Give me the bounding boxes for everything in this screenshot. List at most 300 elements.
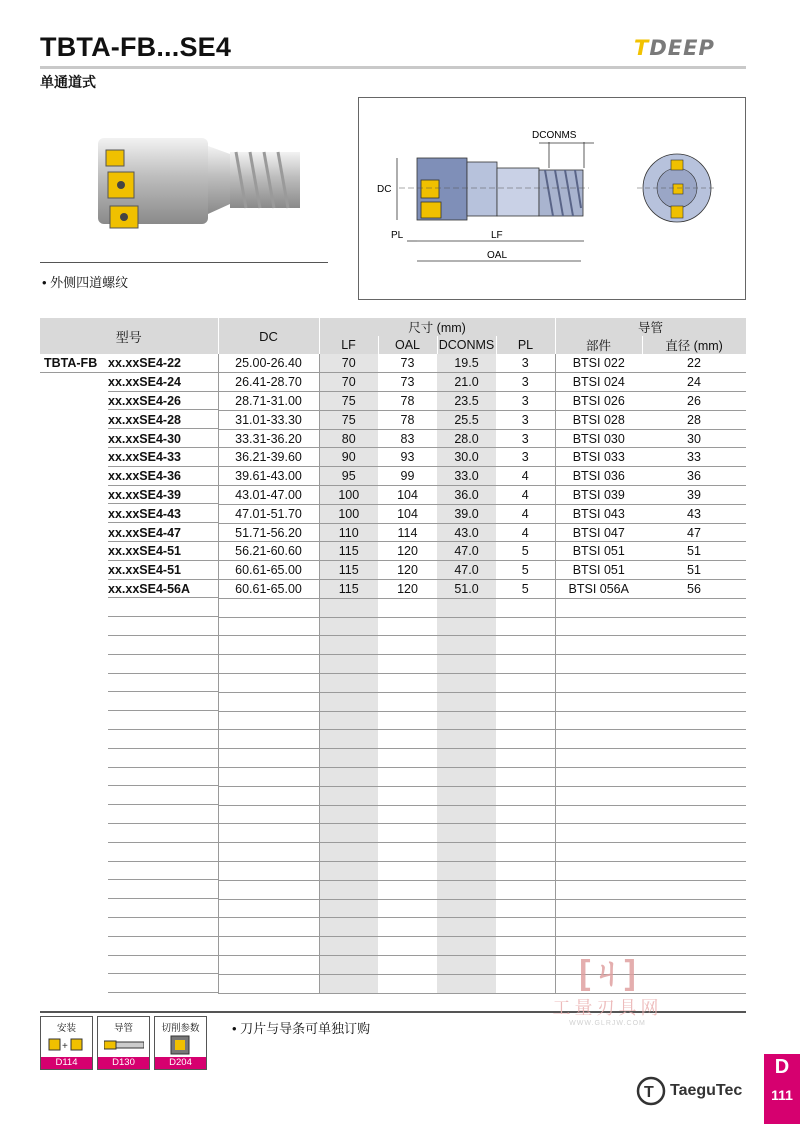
empty-cell (642, 918, 746, 937)
photo-divider (40, 262, 328, 263)
empty-cell (40, 692, 218, 711)
empty-table-row (40, 636, 746, 655)
cell-dc: 36.21-39.60 (218, 448, 319, 467)
table-row (40, 504, 746, 523)
empty-table-row (40, 711, 746, 730)
cell-pl: 5 (496, 542, 555, 561)
empty-cell (378, 598, 437, 617)
cell-oal: 83 (378, 429, 437, 448)
empty-cell (218, 899, 319, 918)
empty-cell (437, 899, 496, 918)
empty-cell (378, 636, 437, 655)
empty-cell (496, 824, 555, 843)
cell-model (40, 410, 218, 429)
cell-dc: 28.71-31.00 (218, 392, 319, 411)
empty-cell (40, 824, 218, 843)
guide-pipe-icon (104, 1035, 144, 1055)
empty-cell (378, 843, 437, 862)
empty-cell (319, 918, 378, 937)
empty-cell (642, 899, 746, 918)
empty-cell (437, 786, 496, 805)
cell-part: BTSI 030 (555, 429, 642, 448)
cell-model (40, 523, 218, 542)
empty-cell (40, 880, 218, 899)
empty-cell (555, 730, 642, 749)
empty-table-row (40, 617, 746, 636)
cell-lf: 75 (319, 410, 378, 429)
page-subtitle: 单通道式 (40, 74, 96, 90)
empty-cell (642, 692, 746, 711)
empty-cell (319, 937, 378, 956)
empty-cell (319, 843, 378, 862)
mounting-reference[interactable]: 安装 + D114 (40, 1016, 93, 1070)
order-note: • 刀片与导条可单独订购 (232, 1021, 371, 1036)
cell-lf: 70 (319, 354, 378, 373)
taegutec-logo-icon (636, 1076, 666, 1106)
empty-cell (437, 824, 496, 843)
empty-cell (437, 711, 496, 730)
cell-part: BTSI 051 (555, 542, 642, 561)
empty-cell (40, 674, 218, 693)
cell-lf: 80 (319, 429, 378, 448)
cell-pl: 4 (496, 486, 555, 505)
empty-cell (555, 880, 642, 899)
cell-diameter: 56 (642, 580, 746, 599)
cell-dconms: 47.0 (437, 542, 496, 561)
empty-cell (555, 843, 642, 862)
empty-table-row (40, 824, 746, 843)
empty-table-row (40, 918, 746, 937)
model-code: xx.xxSE4-30 (108, 431, 181, 446)
empty-cell (378, 805, 437, 824)
header-model: 型号 (40, 318, 218, 354)
empty-cell (218, 805, 319, 824)
model-code: xx.xxSE4-26 (108, 393, 181, 408)
cell-model (40, 542, 218, 561)
header-dimensions: 尺寸 (mm) (319, 318, 555, 336)
cell-dc: 33.31-36.20 (218, 429, 319, 448)
cell-model (40, 580, 218, 599)
cell-dconms: 30.0 (437, 448, 496, 467)
cell-part: BTSI 024 (555, 373, 642, 392)
empty-cell (437, 636, 496, 655)
empty-cell (642, 674, 746, 693)
cell-diameter: 30 (642, 429, 746, 448)
empty-table-row (40, 880, 746, 899)
cell-lf: 115 (319, 580, 378, 599)
empty-cell (496, 711, 555, 730)
empty-cell (437, 918, 496, 937)
empty-cell (40, 730, 218, 749)
watermark-logo-icon: [ㄐ] (579, 954, 636, 992)
cell-dc: 43.01-47.00 (218, 486, 319, 505)
cell-dc: 56.21-60.60 (218, 542, 319, 561)
empty-cell (555, 617, 642, 636)
empty-cell (319, 617, 378, 636)
cell-part: BTSI 051 (555, 561, 642, 580)
cell-part: BTSI 039 (555, 486, 642, 505)
empty-cell (555, 711, 642, 730)
empty-cell (378, 937, 437, 956)
table-row (40, 580, 746, 599)
model-code: xx.xxSE4-39 (108, 487, 181, 502)
section-tab: D 111 (764, 1054, 800, 1124)
cell-lf: 70 (319, 373, 378, 392)
table-row (40, 486, 746, 505)
cutting-data-icon (161, 1035, 201, 1055)
cell-oal: 78 (378, 410, 437, 429)
empty-cell (218, 862, 319, 881)
empty-cell (642, 598, 746, 617)
empty-cell (642, 617, 746, 636)
empty-cell (437, 749, 496, 768)
cell-oal: 93 (378, 448, 437, 467)
empty-cell (555, 786, 642, 805)
empty-cell (378, 674, 437, 693)
page-title: TBTA-FB...SE4 (40, 32, 232, 62)
oal-label: OAL (487, 250, 508, 261)
empty-cell (319, 598, 378, 617)
empty-cell (496, 843, 555, 862)
cell-dc: 51.71-56.20 (218, 523, 319, 542)
cell-model (40, 448, 218, 467)
empty-table-row (40, 805, 746, 824)
technical-drawing (358, 97, 746, 300)
empty-cell (496, 880, 555, 899)
empty-cell (40, 768, 218, 787)
cell-lf: 110 (319, 523, 378, 542)
empty-cell (642, 749, 746, 768)
empty-cell (496, 674, 555, 693)
cell-dconms: 25.5 (437, 410, 496, 429)
empty-cell (555, 674, 642, 693)
cell-lf: 115 (319, 542, 378, 561)
empty-cell (555, 598, 642, 617)
empty-cell (40, 843, 218, 862)
cell-dc: 60.61-65.00 (218, 561, 319, 580)
empty-cell (218, 692, 319, 711)
empty-cell (40, 655, 218, 674)
cell-part: BTSI 043 (555, 504, 642, 523)
cell-lf: 115 (319, 561, 378, 580)
cell-lf: 95 (319, 467, 378, 486)
empty-cell (378, 730, 437, 749)
cell-model (40, 486, 218, 505)
svg-text:+: + (62, 1041, 68, 1052)
model-prefix: TBTA-FB (44, 356, 98, 371)
empty-cell (642, 655, 746, 674)
empty-cell (218, 636, 319, 655)
table-row (40, 354, 746, 373)
empty-cell (642, 711, 746, 730)
cell-pl: 4 (496, 523, 555, 542)
empty-table-row (40, 768, 746, 787)
table-row (40, 542, 746, 561)
empty-cell (378, 786, 437, 805)
empty-cell (319, 655, 378, 674)
empty-cell (218, 824, 319, 843)
empty-cell (496, 655, 555, 674)
header-lf: LF (319, 336, 378, 354)
empty-cell (40, 786, 218, 805)
empty-cell (319, 674, 378, 693)
cell-dconms: 33.0 (437, 467, 496, 486)
cell-diameter: 22 (642, 354, 746, 373)
empty-cell (319, 824, 378, 843)
empty-cell (555, 749, 642, 768)
empty-cell (555, 862, 642, 881)
empty-cell (378, 862, 437, 881)
empty-cell (319, 862, 378, 881)
empty-table-row (40, 674, 746, 693)
cell-dc: 26.41-28.70 (218, 373, 319, 392)
table-row (40, 561, 746, 580)
empty-cell (218, 655, 319, 674)
empty-cell (218, 674, 319, 693)
header-part: 部件 (555, 336, 642, 354)
model-code: xx.xxSE4-28 (108, 412, 181, 427)
empty-cell (642, 824, 746, 843)
empty-cell (555, 899, 642, 918)
empty-cell (378, 655, 437, 674)
empty-cell (555, 692, 642, 711)
cutting-data-reference[interactable]: 切削参数 D204 (154, 1016, 207, 1070)
empty-cell (40, 918, 218, 937)
empty-cell (496, 918, 555, 937)
empty-cell (496, 786, 555, 805)
table-row (40, 373, 746, 392)
empty-cell (218, 937, 319, 956)
empty-cell (40, 862, 218, 881)
cell-lf: 100 (319, 486, 378, 505)
cell-diameter: 51 (642, 542, 746, 561)
empty-cell (319, 974, 378, 993)
empty-cell (40, 617, 218, 636)
empty-cell (496, 749, 555, 768)
empty-cell (218, 918, 319, 937)
cell-part: BTSI 028 (555, 410, 642, 429)
empty-cell (40, 899, 218, 918)
insert-mount-icon (47, 1035, 87, 1055)
empty-cell (496, 899, 555, 918)
empty-cell (40, 711, 218, 730)
empty-cell (378, 899, 437, 918)
empty-cell (437, 974, 496, 993)
cell-oal: 114 (378, 523, 437, 542)
cell-dconms: 39.0 (437, 504, 496, 523)
cell-dconms: 21.0 (437, 373, 496, 392)
empty-cell (642, 843, 746, 862)
cell-dc: 25.00-26.40 (218, 354, 319, 373)
guide-pipe-reference[interactable]: 导管 D130 (97, 1016, 150, 1070)
empty-cell (319, 805, 378, 824)
cell-part: BTSI 056A (555, 580, 642, 599)
empty-cell (496, 805, 555, 824)
table-row (40, 467, 746, 486)
empty-cell (496, 862, 555, 881)
empty-cell (496, 636, 555, 655)
cell-model (40, 561, 218, 580)
cell-pl: 3 (496, 392, 555, 411)
empty-cell (218, 956, 319, 975)
empty-cell (218, 786, 319, 805)
cell-oal: 104 (378, 486, 437, 505)
empty-cell (40, 974, 218, 993)
cell-dconms: 28.0 (437, 429, 496, 448)
empty-cell (437, 655, 496, 674)
empty-cell (378, 918, 437, 937)
model-code: xx.xxSE4-24 (108, 375, 181, 390)
table-row (40, 410, 746, 429)
empty-cell (378, 711, 437, 730)
table-row (40, 448, 746, 467)
empty-cell (378, 617, 437, 636)
table-row (40, 523, 746, 542)
model-code: xx.xxSE4-43 (108, 506, 181, 521)
empty-cell (642, 730, 746, 749)
empty-cell (218, 617, 319, 636)
cell-diameter: 28 (642, 410, 746, 429)
cell-oal: 73 (378, 354, 437, 373)
empty-cell (40, 805, 218, 824)
empty-cell (218, 730, 319, 749)
dc-label: DC (377, 184, 392, 195)
cell-oal: 104 (378, 504, 437, 523)
cell-dconms: 51.0 (437, 580, 496, 599)
dconms-label: DCONMS (532, 130, 577, 141)
empty-cell (437, 674, 496, 693)
cell-lf: 75 (319, 392, 378, 411)
cell-oal: 78 (378, 392, 437, 411)
empty-cell (40, 749, 218, 768)
cell-pl: 3 (496, 429, 555, 448)
empty-cell (555, 824, 642, 843)
empty-table-row (40, 749, 746, 768)
cell-diameter: 51 (642, 561, 746, 580)
empty-cell (319, 786, 378, 805)
cell-oal: 120 (378, 542, 437, 561)
header-diameter: 直径 (mm) (642, 336, 746, 354)
model-code: xx.xxSE4-51 (108, 544, 181, 559)
model-code: xx.xxSE4-51 (108, 563, 181, 578)
cell-pl: 5 (496, 580, 555, 599)
empty-cell (218, 843, 319, 862)
empty-table-row (40, 862, 746, 881)
cell-dconms: 23.5 (437, 392, 496, 411)
empty-cell (496, 768, 555, 787)
empty-cell (496, 692, 555, 711)
cell-model (40, 467, 218, 486)
cell-pl: 3 (496, 373, 555, 392)
cell-pl: 5 (496, 561, 555, 580)
empty-cell (40, 598, 218, 617)
cell-diameter: 47 (642, 523, 746, 542)
empty-cell (218, 711, 319, 730)
empty-cell (378, 974, 437, 993)
svg-text:T: T (644, 1084, 654, 1101)
header-dconms: DCONMS (438, 338, 495, 352)
empty-table-row (40, 598, 746, 617)
empty-cell (642, 880, 746, 899)
cell-model (40, 392, 218, 411)
reference-icons (40, 1016, 207, 1070)
pl-label: PL (391, 230, 404, 241)
cell-diameter: 24 (642, 373, 746, 392)
spec-table (40, 318, 747, 994)
empty-cell (378, 692, 437, 711)
empty-cell (437, 692, 496, 711)
cell-pl: 3 (496, 354, 555, 373)
empty-cell (437, 880, 496, 899)
empty-cell (319, 880, 378, 899)
cell-model (40, 429, 218, 448)
empty-cell (378, 768, 437, 787)
product-photo (40, 110, 330, 260)
empty-cell (437, 768, 496, 787)
table-row (40, 392, 746, 411)
empty-cell (437, 956, 496, 975)
empty-cell (437, 862, 496, 881)
cell-diameter: 33 (642, 448, 746, 467)
cell-model (40, 373, 218, 392)
cell-part: BTSI 033 (555, 448, 642, 467)
model-code: xx.xxSE4-47 (108, 525, 181, 540)
cell-oal: 73 (378, 373, 437, 392)
cell-part: BTSI 022 (555, 354, 642, 373)
empty-cell (496, 617, 555, 636)
empty-cell (555, 805, 642, 824)
empty-cell (218, 880, 319, 899)
empty-cell (555, 918, 642, 937)
tdeep-logo: TDEEP (634, 36, 715, 60)
page-number: 111 (771, 1087, 793, 1103)
empty-table-row (40, 786, 746, 805)
empty-cell (319, 711, 378, 730)
cell-dc: 39.61-43.00 (218, 467, 319, 486)
header-oal: OAL (378, 336, 437, 354)
empty-cell (437, 843, 496, 862)
empty-table-row (40, 730, 746, 749)
cell-part: BTSI 026 (555, 392, 642, 411)
header-dc: DC (218, 318, 319, 354)
empty-table-row (40, 655, 746, 674)
model-code: xx.xxSE4-56A (108, 581, 191, 596)
cell-model (40, 354, 218, 373)
cell-dconms: 19.5 (437, 354, 496, 373)
title-rule (40, 66, 746, 69)
cell-pl: 4 (496, 504, 555, 523)
cell-dc: 47.01-51.70 (218, 504, 319, 523)
empty-cell (319, 692, 378, 711)
empty-cell (437, 937, 496, 956)
empty-cell (437, 617, 496, 636)
cell-diameter: 43 (642, 504, 746, 523)
empty-cell (319, 636, 378, 655)
watermark: [ㄐ] 工量刃具网 WWW.GLRJW.COM (540, 945, 675, 1027)
cell-part: BTSI 036 (555, 467, 642, 486)
lf-label: LF (491, 230, 503, 241)
empty-cell (555, 655, 642, 674)
empty-cell (437, 805, 496, 824)
model-code: xx.xxSE4-33 (108, 450, 181, 465)
header-pl: PL (496, 336, 555, 354)
empty-cell (642, 805, 746, 824)
cell-pl: 4 (496, 467, 555, 486)
table-row (40, 429, 746, 448)
empty-table-row (40, 899, 746, 918)
empty-cell (642, 636, 746, 655)
cell-diameter: 39 (642, 486, 746, 505)
